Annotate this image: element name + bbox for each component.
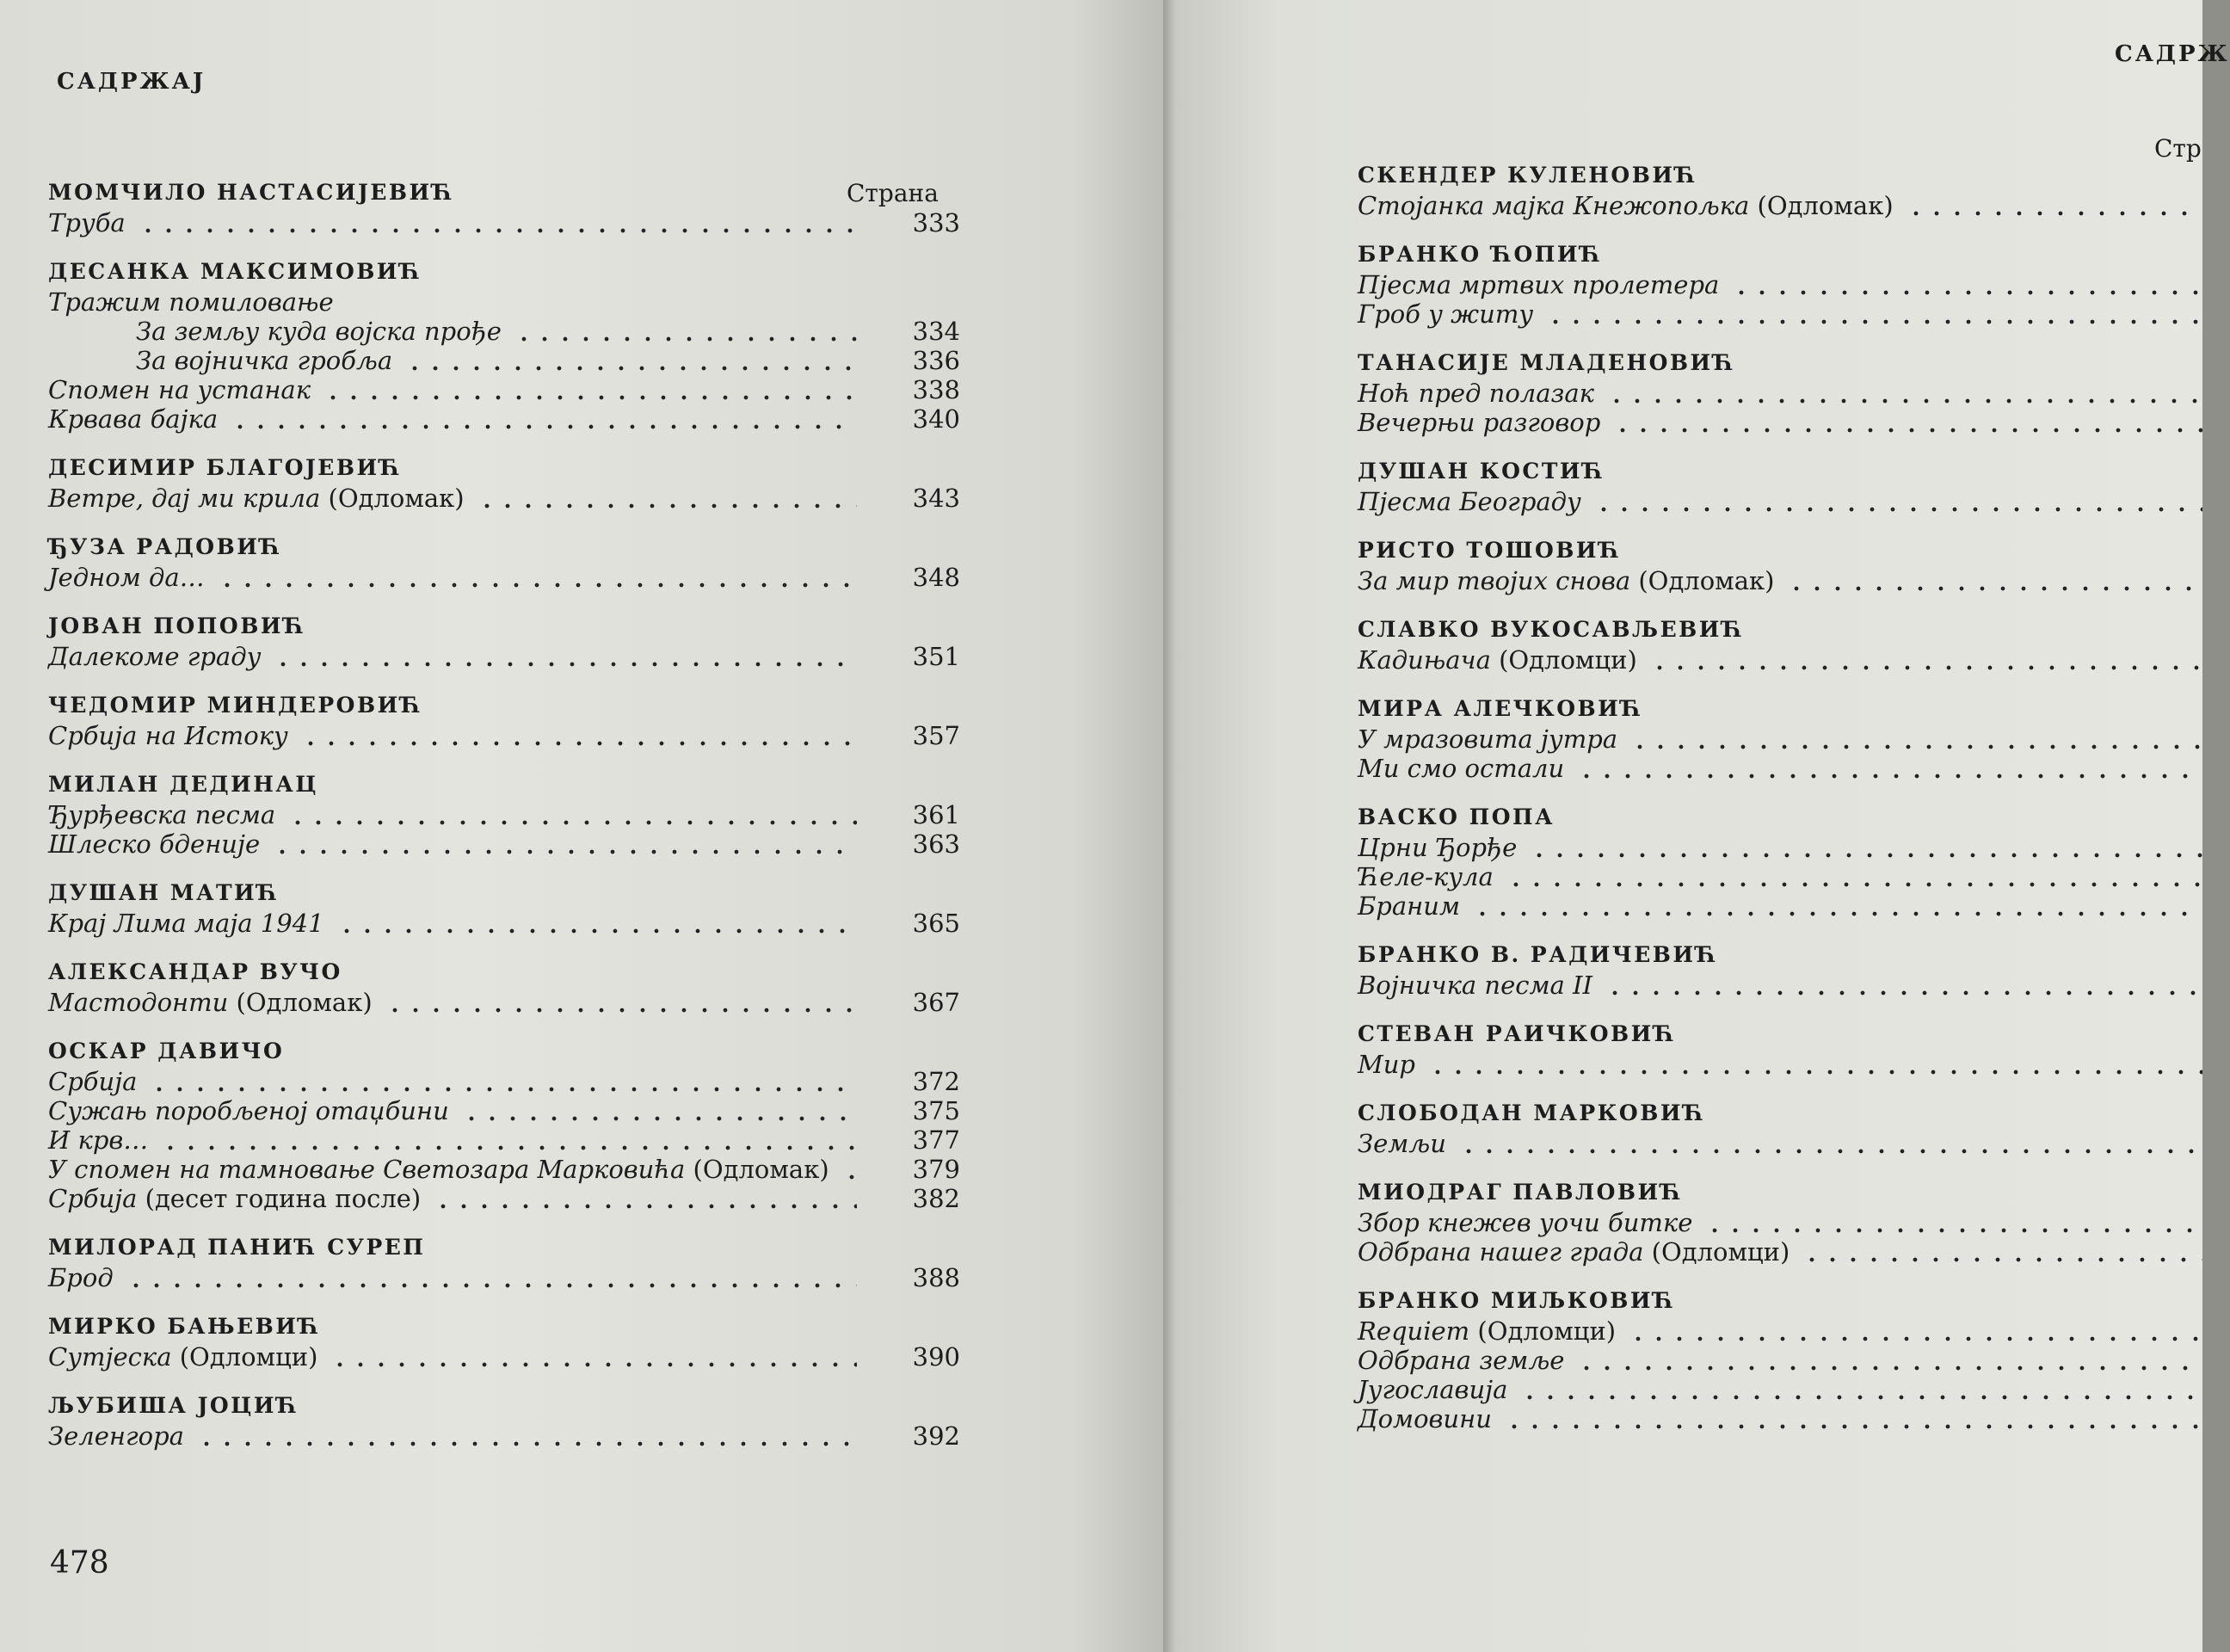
work-title-line: [48, 1342, 317, 1372]
work-title: Земљи: [1358, 1129, 1446, 1158]
author-name: МИРКО БАЊЕВИЋ: [48, 1314, 321, 1339]
dot-leader: [272, 829, 857, 859]
work-title-line: [1358, 1316, 1616, 1346]
work-title: Гроб у житу: [1358, 299, 1534, 329]
dot-leader: [217, 563, 857, 592]
work-row: [48, 375, 960, 404]
author-name: АЛЕКСАНДАР ВУЧО: [48, 959, 342, 984]
work-row: [1358, 891, 2202, 921]
work-note: (Одломци): [1477, 1316, 1617, 1346]
work-row: [48, 988, 960, 1017]
toc-entry: [48, 1232, 960, 1292]
dot-leader: [1649, 645, 2202, 675]
work-title: Војничка песма II: [1358, 971, 1592, 1000]
dot-leader: [336, 909, 857, 938]
page-ref: 361: [912, 800, 960, 829]
dot-leader: [160, 1125, 857, 1155]
work-row: [48, 484, 960, 513]
author-name: РИСТО ТОШОВИЋ: [1358, 538, 1622, 563]
toc-entry: [48, 1390, 960, 1451]
work-row: [1358, 1129, 2202, 1158]
work-title-line: [48, 1263, 114, 1292]
page-ref: 333: [912, 208, 960, 237]
work-title-line: [48, 1421, 184, 1451]
dot-leader: [1731, 270, 2202, 299]
work-row: [48, 563, 960, 592]
dot-leader: [138, 208, 857, 237]
dot-leader: [1612, 408, 2202, 437]
work-title-line: [1358, 724, 1617, 754]
work-title: Крвава бајка: [48, 404, 219, 434]
work-title: Брод: [48, 1263, 114, 1292]
work-title-line: [1358, 645, 1637, 675]
work-title: Requiem: [1358, 1316, 1470, 1346]
work-title: За војничка гробља: [136, 346, 393, 375]
page-ref: 379: [912, 1155, 960, 1184]
work-row: [48, 404, 960, 434]
author-name: СЛАВКО ВУКОСАВЉЕВИЋ: [1358, 617, 1745, 642]
work-row: [1358, 1237, 2202, 1267]
work-note: (Одломак): [328, 484, 465, 513]
work-row: [1358, 645, 2202, 675]
toc-entry: [1358, 1019, 2202, 1079]
work-title-line: [1358, 891, 1460, 921]
work-title-line: [1358, 1404, 1492, 1433]
work-row: [1358, 1208, 2202, 1237]
work-title: Црни Ђорђе: [1358, 833, 1518, 862]
dot-leader: [330, 1342, 857, 1372]
work-row: [48, 1155, 960, 1184]
author-name: СТЕВАН РАИЧКОВИЋ: [1358, 1021, 1677, 1046]
author-name: ЧЕДОМИР МИНДЕРОВИЋ: [48, 693, 423, 718]
dot-leader: [1504, 1404, 2202, 1433]
work-note: (десет година после): [145, 1184, 422, 1213]
work-title: Вечерњи разговор: [1358, 408, 1601, 437]
work-row: [1358, 379, 2202, 408]
work-title-line: [1358, 1050, 1415, 1079]
work-title: За земљу куда војска прође: [136, 317, 502, 346]
work-row: [48, 1096, 960, 1125]
work-title: Зеленгора: [48, 1421, 184, 1451]
work-title: Спомен на устанак: [48, 375, 311, 404]
work-title-line: [48, 287, 334, 317]
page-ref: 351: [912, 642, 960, 671]
work-title-line: [1358, 379, 1594, 408]
toc-entry: [1358, 1098, 2202, 1158]
page-number: 478: [50, 1545, 109, 1581]
toc-entry: [1358, 160, 2202, 220]
work-title-line: [1358, 1129, 1446, 1158]
work-title-line: [136, 317, 502, 346]
toc-entry: [1358, 1285, 2202, 1433]
work-title-line: [48, 721, 288, 750]
dot-leader: [841, 1155, 857, 1184]
work-title: За мир твојих снова: [1358, 566, 1631, 595]
work-title: Домовини: [1358, 1404, 1492, 1433]
page-ref: 338: [912, 375, 960, 404]
author-name: БРАНКО ЋОПИЋ: [1358, 242, 1603, 267]
work-title-line: [48, 1125, 148, 1155]
dot-leader: [1576, 754, 2202, 783]
toc-entry: [48, 878, 960, 938]
dot-leader: [1704, 1208, 2202, 1237]
author-name: ЂУЗА РАДОВИЋ: [48, 534, 282, 559]
work-row: [1358, 754, 2202, 783]
work-title: Далекоме граду: [48, 642, 262, 671]
work-row: [48, 1067, 960, 1096]
author-name: МОМЧИЛО НАСТАСИЈЕВИЋ: [48, 180, 455, 205]
toc-entry: [1358, 535, 2202, 595]
work-title-line: [48, 1067, 137, 1096]
author-name: СКЕНДЕР КУЛЕНОВИЋ: [1358, 163, 1698, 188]
work-title-line: [1358, 862, 1494, 891]
work-row: [1358, 299, 2202, 329]
dot-leader: [433, 1184, 857, 1213]
page-ref: 375: [912, 1096, 960, 1125]
toc-entry: [48, 177, 960, 237]
work-row: [48, 1184, 960, 1213]
dot-leader: [1545, 299, 2202, 329]
work-title-line: [1358, 1375, 1507, 1404]
toc-entry: [1358, 239, 2202, 329]
work-title: Кадињача: [1358, 645, 1491, 675]
work-row: [1358, 1050, 2202, 1079]
page-ref: 390: [912, 1342, 960, 1372]
work-title: Труба: [48, 208, 126, 237]
work-row: [48, 1125, 960, 1155]
dot-leader: [126, 1263, 857, 1292]
dot-leader: [1576, 1346, 2202, 1375]
work-row: [1358, 408, 2202, 437]
table-of-contents-right: [1358, 160, 2202, 1452]
page-ref: 357: [912, 721, 960, 750]
author-name: МИЛАН ДЕДИНАЦ: [48, 772, 318, 797]
author-name: ДУШАН МАТИЋ: [48, 880, 280, 905]
dot-leader: [404, 346, 857, 375]
author-name: МИРА АЛЕЧКОВИЋ: [1358, 696, 1643, 721]
dot-leader: [273, 642, 857, 671]
work-row: [1358, 487, 2202, 516]
work-title-line: [48, 484, 465, 513]
author-name: БРАНКО МИЉКОВИЋ: [1358, 1288, 1676, 1313]
work-row: [1358, 191, 2202, 220]
dot-leader: [1605, 971, 2202, 1000]
author-name: ОСКАР ДАВИЧО: [48, 1039, 285, 1063]
dot-leader: [300, 721, 857, 750]
dot-leader: [1593, 487, 2202, 516]
work-title-line: [1358, 833, 1517, 862]
toc-entry: [1358, 940, 2202, 1000]
dot-leader: [1606, 379, 2202, 408]
page-ref: 336: [912, 346, 960, 375]
work-title: У спомен на тамновање Светозара Марковића: [48, 1155, 686, 1184]
work-title-line: [1358, 270, 1719, 299]
work-title: Одбрана нашег града: [1358, 1237, 1644, 1267]
page-ref: 365: [912, 909, 960, 938]
work-title-line: [48, 404, 218, 434]
page-column-label: Стр: [2154, 134, 2202, 163]
toc-entry: [48, 690, 960, 750]
work-title: Браним: [1358, 891, 1460, 921]
work-title: Пјесма Београду: [1358, 487, 1581, 516]
page-column-label: Страна: [847, 179, 939, 207]
toc-entry: [1358, 348, 2202, 437]
dot-leader: [149, 1067, 857, 1096]
author-name: МИЛОРАД ПАНИЋ СУРЕП: [48, 1235, 426, 1260]
work-title: Шлеско бденије: [48, 829, 261, 859]
running-head: САДРЖАЈ: [57, 69, 206, 95]
work-title-line: [1358, 971, 1592, 1000]
work-title-line: [1358, 754, 1564, 783]
author-name: ВАСКО ПОПА: [1358, 804, 1555, 829]
work-title: Ми смо остали: [1358, 754, 1565, 783]
work-row: [1358, 1346, 2202, 1375]
work-title-line: [1358, 1237, 1790, 1267]
page-ref: 382: [912, 1184, 960, 1213]
work-title-line: [1358, 487, 1581, 516]
work-title: Пјесма мртвих пролетера: [1358, 270, 1720, 299]
work-title: Сужањ поробљеној отаџбини: [48, 1096, 449, 1125]
work-title: Једном да…: [48, 563, 205, 592]
work-title: Одбрана земље: [1358, 1346, 1565, 1375]
toc-entry: [1358, 1177, 2202, 1267]
work-title-line: [48, 1155, 829, 1184]
work-title: Ветре, дај ми крила: [48, 484, 321, 513]
work-row: [1358, 724, 2202, 754]
dot-leader: [1628, 1316, 2202, 1346]
toc-entry: [48, 256, 960, 434]
work-row: [48, 642, 960, 671]
work-row: [48, 208, 960, 237]
toc-entry: [48, 769, 960, 859]
work-title-line: [1358, 299, 1533, 329]
work-title-line: [1358, 408, 1600, 437]
toc-entry: [48, 1311, 960, 1372]
work-title: Сутјеска: [48, 1342, 172, 1372]
work-title: Србија: [48, 1184, 138, 1213]
work-title-line: [48, 208, 126, 237]
work-row: [48, 721, 960, 750]
work-note: (Одломци): [179, 1342, 318, 1372]
page-ref: 392: [912, 1421, 960, 1451]
work-note: (Одломак): [1757, 191, 1894, 220]
work-note: (Одломци): [1499, 645, 1637, 675]
work-title: Мастодонти: [48, 988, 229, 1017]
page-ref: 348: [912, 563, 960, 592]
work-title-line: [48, 800, 275, 829]
dot-leader: [196, 1421, 857, 1451]
work-row: [48, 909, 960, 938]
work-title-line: [48, 1184, 421, 1213]
author-name: БРАНКО В. РАДИЧЕВИЋ: [1358, 942, 1719, 967]
page-ref: 388: [912, 1263, 960, 1292]
dot-leader: [287, 800, 857, 829]
page-ref: 372: [912, 1067, 960, 1096]
table-of-contents-left: [48, 177, 960, 1470]
running-head: САДРЖ: [2115, 41, 2230, 67]
toc-entry: [48, 1036, 960, 1213]
dot-leader: [1506, 862, 2202, 891]
work-title: Крај Лима маја 1941: [48, 909, 324, 938]
author-name: ТАНАСИЈЕ МЛАДЕНОВИЋ: [1358, 350, 1736, 375]
work-title: Ђурђевска песма: [48, 800, 276, 829]
work-title: Југославија: [1358, 1375, 1508, 1404]
author-name: СЛОБОДАН МАРКОВИЋ: [1358, 1100, 1706, 1125]
work-title: Тражим помиловање: [48, 287, 334, 317]
work-note: (Одломак): [236, 988, 373, 1017]
dot-leader: [1629, 724, 2202, 754]
work-row: [48, 800, 960, 829]
work-note: (Одломци): [1651, 1237, 1790, 1267]
dot-leader: [1458, 1129, 2202, 1158]
work-row: [48, 346, 960, 375]
dot-leader: [1529, 833, 2202, 862]
work-title: И крв…: [48, 1125, 149, 1155]
work-row: [48, 1421, 960, 1451]
work-title-line: [48, 642, 261, 671]
work-title: Србија на Истоку: [48, 721, 288, 750]
work-title-line: [48, 1096, 449, 1125]
page-ref: 343: [912, 484, 960, 513]
page-ref: 340: [912, 404, 960, 434]
work-title: Србија: [48, 1067, 138, 1096]
author-name: ДУШАН КОСТИЋ: [1358, 459, 1605, 484]
author-name: ДЕСАНКА МАКСИМОВИЋ: [48, 259, 422, 284]
toc-entry: [1358, 693, 2202, 783]
work-title-line: [48, 909, 324, 938]
work-title: Ћеле-кула: [1358, 862, 1494, 891]
work-row: [1358, 833, 2202, 862]
work-title: Ноћ пред полазак: [1358, 379, 1594, 408]
toc-entry: [1358, 802, 2202, 921]
dot-leader: [1786, 566, 2202, 595]
page-ref: 334: [912, 317, 960, 346]
dot-leader: [1519, 1375, 2202, 1404]
toc-entry: [48, 957, 960, 1017]
work-row: [48, 1263, 960, 1292]
author-name: ЉУБИША ЈОЦИЋ: [48, 1393, 299, 1418]
work-note: (Одломак): [693, 1155, 829, 1184]
work-row: [1358, 862, 2202, 891]
toc-entry: [48, 611, 960, 671]
work-row: [48, 317, 960, 346]
work-title-line: [1358, 1208, 1692, 1237]
work-row: [48, 1342, 960, 1372]
book-gutter: [1163, 0, 1175, 1652]
page-ref: 377: [912, 1125, 960, 1155]
work-row: [1358, 1404, 2202, 1433]
dot-leader: [477, 484, 857, 513]
toc-entry: [1358, 456, 2202, 516]
work-title: Збор кнежев уочи битке: [1358, 1208, 1693, 1237]
work-title-line: [48, 563, 205, 592]
dot-leader: [1906, 191, 2202, 220]
work-row: [1358, 566, 2202, 595]
dot-leader: [514, 317, 857, 346]
work-title: У мразовита јутра: [1358, 724, 1618, 754]
dot-leader: [1427, 1050, 2202, 1079]
work-row: [1358, 1316, 2202, 1346]
dot-leader: [461, 1096, 857, 1125]
work-title-line: [48, 829, 260, 859]
toc-entry: [1358, 614, 2202, 675]
work-row: [1358, 1375, 2202, 1404]
toc-entry: [48, 532, 960, 592]
dot-leader: [1472, 891, 2202, 921]
work-row: [48, 829, 960, 859]
work-row: [1358, 270, 2202, 299]
work-row: [48, 287, 960, 317]
work-title-line: [48, 375, 311, 404]
page-ref: 367: [912, 988, 960, 1017]
author-name: ДЕСИМИР БЛАГОЈЕВИЋ: [48, 455, 403, 480]
work-row: [1358, 971, 2202, 1000]
work-title-line: [48, 988, 373, 1017]
dot-leader: [323, 375, 857, 404]
work-title: Стојанка мајка Кнежопољка: [1358, 191, 1750, 220]
dot-leader: [230, 404, 857, 434]
work-title-line: [1358, 1346, 1564, 1375]
author-name: ЈОВАН ПОПОВИЋ: [48, 613, 306, 638]
work-title-line: [1358, 191, 1894, 220]
work-note: (Одломак): [1638, 566, 1775, 595]
toc-entry: [48, 453, 960, 513]
page-ref: 363: [912, 829, 960, 859]
dot-leader: [1802, 1237, 2202, 1267]
work-title-line: [136, 346, 392, 375]
work-title-line: [1358, 566, 1774, 595]
author-name: МИОДРАГ ПАВЛОВИЋ: [1358, 1180, 1684, 1205]
dot-leader: [385, 988, 857, 1017]
work-title: Мир: [1358, 1050, 1415, 1079]
